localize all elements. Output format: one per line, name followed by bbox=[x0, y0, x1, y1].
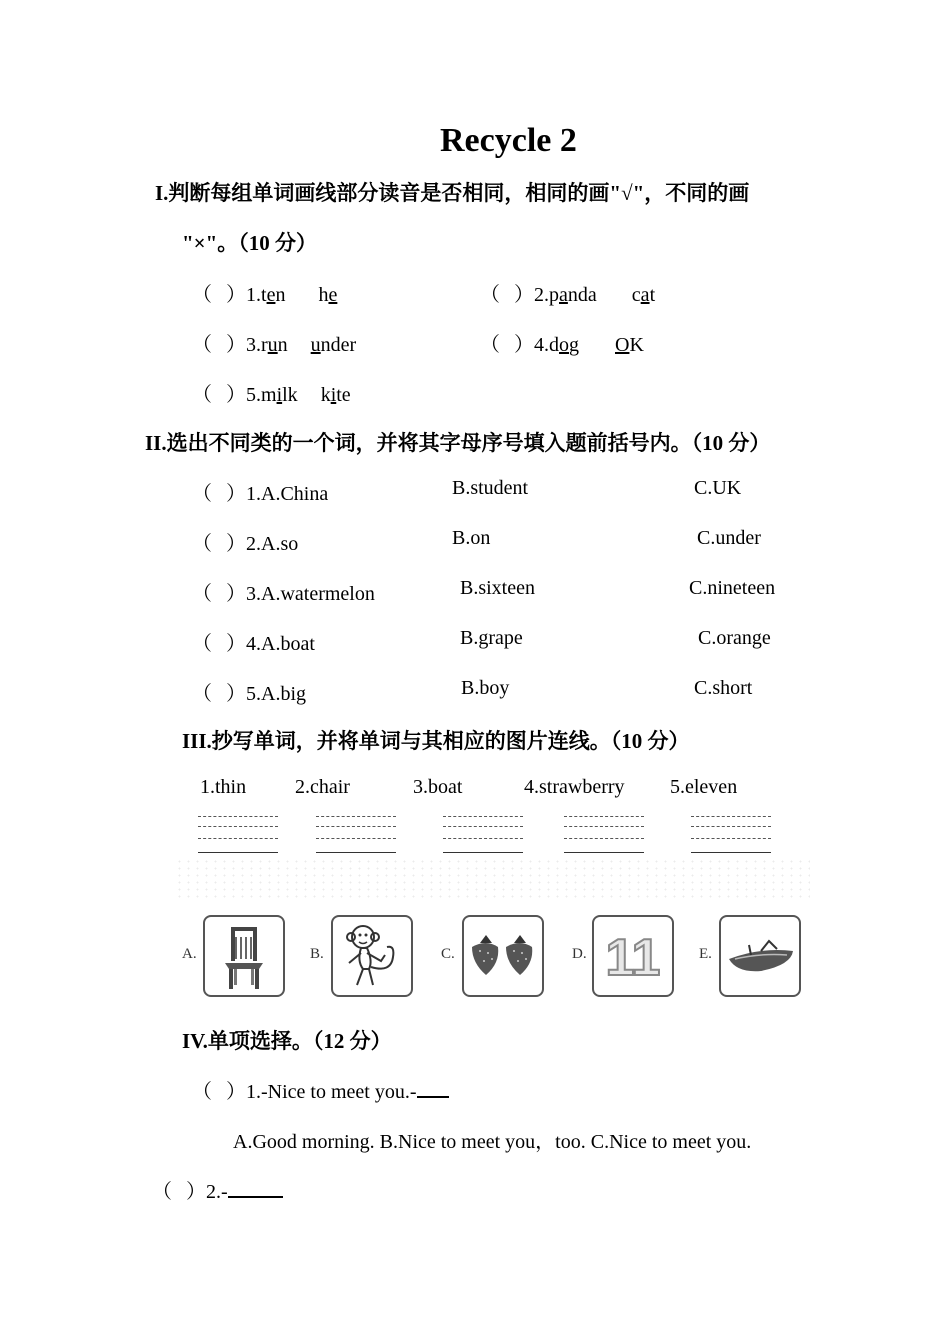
page-title: Recycle 2 bbox=[440, 122, 577, 159]
copy-word: 3.boat bbox=[413, 776, 463, 798]
option-c: C.UK bbox=[694, 477, 742, 499]
word-2: under bbox=[310, 334, 357, 356]
picture-label: A. bbox=[182, 946, 197, 962]
item-number: 4. bbox=[534, 334, 549, 356]
phonics-item: （ ）3.run under bbox=[192, 334, 357, 356]
picture-card[interactable] bbox=[203, 915, 285, 997]
phonics-item: （ ）5.milk kite bbox=[192, 384, 351, 406]
section-1-heading-cont: "×"。（10 分） bbox=[182, 231, 318, 255]
question-1: （ ）1.-Nice to meet you.- bbox=[192, 1075, 449, 1104]
item-number: 3. bbox=[246, 334, 261, 356]
copy-word: 1.thin bbox=[200, 776, 247, 798]
word-2: OK bbox=[615, 334, 644, 356]
option-a: 5.A.big bbox=[246, 683, 306, 705]
picture-label: D. bbox=[572, 946, 587, 962]
word-2: cat bbox=[631, 284, 656, 306]
option-a: 4.A.boat bbox=[246, 633, 315, 655]
option-b: B.on bbox=[452, 527, 491, 549]
picture-label: B. bbox=[310, 946, 324, 962]
option-b: B.student bbox=[452, 477, 529, 499]
phonics-item: （ ）2.panda cat bbox=[480, 284, 656, 306]
monkey-icon bbox=[333, 982, 411, 999]
section-4-heading: IV.单项选择。（12 分） bbox=[182, 1029, 392, 1053]
item-number: 1. bbox=[246, 284, 261, 306]
section-3-heading: III.抄写单词，并将单词与其相应的图片连线。（10 分） bbox=[182, 729, 690, 753]
copy-word: 2.chair bbox=[295, 776, 350, 798]
picture-card[interactable] bbox=[331, 915, 413, 997]
question-1-options: A.Good morning. B.Nice to meet you，too. C.Nice to meet you. bbox=[233, 1131, 752, 1153]
chair-icon bbox=[205, 982, 283, 999]
word-2: he bbox=[318, 284, 338, 306]
question-2-text: 2.- bbox=[206, 1181, 228, 1203]
picture-card[interactable] bbox=[719, 915, 801, 997]
picture-card[interactable] bbox=[462, 915, 544, 997]
picture-card[interactable] bbox=[592, 915, 674, 997]
answer-blank[interactable] bbox=[228, 1196, 283, 1198]
option-c: C.under bbox=[697, 527, 761, 549]
option-c: C.orange bbox=[698, 627, 771, 649]
copy-word: 5.eleven bbox=[670, 776, 738, 798]
word-1: milk bbox=[261, 384, 298, 406]
word-1: panda bbox=[549, 284, 597, 306]
question-1-text: 1.-Nice to meet you.- bbox=[246, 1081, 417, 1103]
word-1: dog bbox=[549, 334, 579, 356]
section-2-heading: II.选出不同类的一个词，并将其字母序号填入题前括号内。（10 分） bbox=[145, 431, 771, 455]
eleven-label: 11 bbox=[605, 929, 661, 987]
option-a: 1.A.China bbox=[246, 483, 329, 505]
picture-label: E. bbox=[699, 946, 712, 962]
word-1: ten bbox=[261, 284, 286, 306]
option-b: B.sixteen bbox=[460, 577, 535, 599]
word-2: kite bbox=[320, 384, 351, 406]
word-1: run bbox=[261, 334, 288, 356]
item-number: 2. bbox=[534, 284, 549, 306]
option-c: C.short bbox=[694, 677, 753, 699]
section-1-heading: I.判断每组单词画线部分读音是否相同，相同的画"√"，不同的画 bbox=[155, 181, 750, 205]
strawberry-icon bbox=[464, 982, 542, 999]
picture-label: C. bbox=[441, 946, 455, 962]
option-b: B.grape bbox=[460, 627, 523, 649]
copy-word: 4.strawberry bbox=[524, 776, 625, 798]
eleven-icon bbox=[594, 929, 672, 999]
scan-noise bbox=[175, 858, 810, 898]
question-2: （ ）2.- bbox=[152, 1175, 283, 1204]
option-a: 2.A.so bbox=[246, 533, 299, 555]
boat-icon bbox=[721, 982, 799, 999]
option-c: C.nineteen bbox=[689, 577, 776, 599]
option-a: 3.A.watermelon bbox=[246, 583, 375, 605]
phonics-item: （ ）4.dog OK bbox=[480, 334, 644, 356]
answer-blank[interactable] bbox=[417, 1096, 449, 1098]
item-number: 5. bbox=[246, 384, 261, 406]
option-b: B.boy bbox=[461, 677, 510, 699]
phonics-item: （ ）1.ten he bbox=[192, 284, 338, 306]
